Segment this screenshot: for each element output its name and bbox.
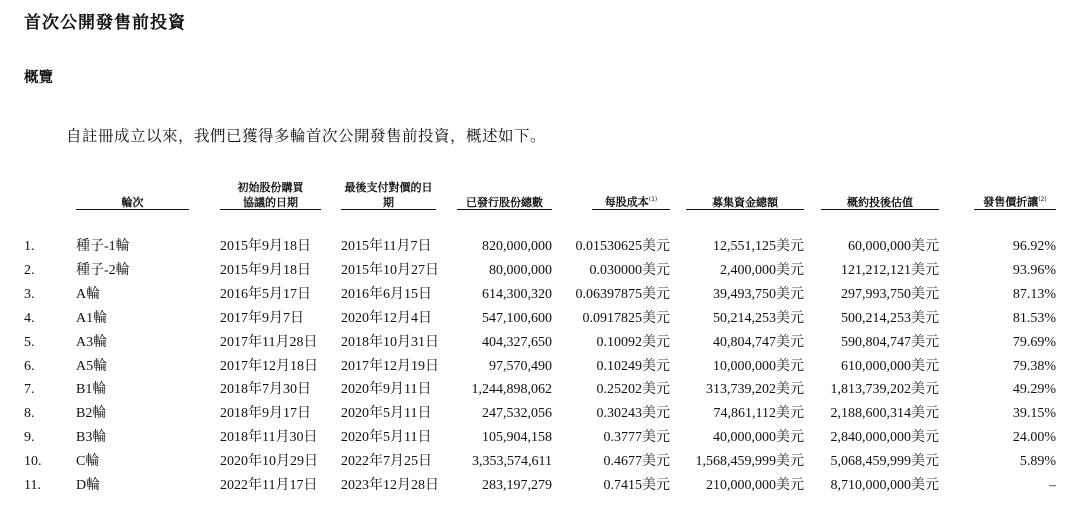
intro-paragraph: 自註冊成立以來，我們已獲得多輪首次公開發售前投資，概述如下。 bbox=[66, 128, 547, 145]
discount-cell: 96.92% bbox=[1012, 239, 1056, 254]
discount-cell: 24.00% bbox=[1012, 430, 1056, 446]
amount-raised-cell: 40,000,000美元 bbox=[713, 430, 804, 446]
row-index: 8. bbox=[24, 406, 35, 422]
row-index: 6. bbox=[24, 358, 35, 374]
table-row bbox=[0, 259, 1080, 282]
cost-per-share-cell: 0.10249美元 bbox=[596, 358, 670, 374]
shares-cell: 3,353,574,611 bbox=[472, 454, 552, 470]
discount-cell: – bbox=[1049, 478, 1056, 493]
amount-raised-cell: 50,214,253美元 bbox=[713, 310, 804, 326]
discount-cell: 93.96% bbox=[1012, 262, 1056, 278]
cost-per-share-cell: 0.030000美元 bbox=[589, 262, 670, 278]
row-index: 11. bbox=[24, 478, 41, 493]
discount-cell: 81.53% bbox=[1012, 310, 1056, 326]
row-index: 4. bbox=[24, 310, 35, 326]
amount-raised-cell: 10,000,000美元 bbox=[713, 358, 804, 374]
discount-cell: 39.15% bbox=[1012, 406, 1056, 422]
header-rule bbox=[76, 209, 189, 210]
table-row bbox=[0, 235, 1080, 258]
row-index: 1. bbox=[24, 239, 35, 254]
amount-raised-cell: 210,000,000美元 bbox=[706, 478, 804, 493]
shares-cell: 547,100,600 bbox=[482, 310, 552, 326]
row-index: 7. bbox=[24, 382, 35, 398]
valuation-cell: 5,068,459,999美元 bbox=[830, 454, 939, 470]
shares-cell: 820,000,000 bbox=[482, 239, 552, 254]
header-cost-per-share: 每股成本$^{(1)}$ bbox=[604, 196, 658, 209]
shares-cell: 404,327,650 bbox=[482, 334, 552, 350]
valuation-cell: 2,840,000,000美元 bbox=[830, 430, 939, 446]
agreement-date-cell: 2015年9月18日 bbox=[220, 262, 311, 278]
cost-per-share-cell: 0.3777美元 bbox=[603, 430, 670, 446]
agreement-date-cell: 2017年11月28日 bbox=[220, 334, 318, 350]
round-cell: C輪 bbox=[76, 454, 100, 470]
valuation-cell: 590,804,747美元 bbox=[841, 334, 939, 350]
shares-cell: 283,197,279 bbox=[482, 478, 552, 493]
table-row bbox=[0, 402, 1080, 425]
round-cell: A5輪 bbox=[76, 358, 108, 374]
valuation-cell: 1,813,739,202美元 bbox=[830, 382, 939, 398]
row-index: 9. bbox=[24, 430, 35, 446]
amount-raised-cell: 2,400,000美元 bbox=[720, 262, 804, 278]
discount-cell: 87.13% bbox=[1012, 286, 1056, 302]
row-index: 3. bbox=[24, 286, 35, 302]
amount-raised-cell: 40,804,747美元 bbox=[713, 334, 804, 350]
round-cell: 種子-2輪 bbox=[76, 262, 130, 278]
round-cell: A3輪 bbox=[76, 334, 108, 350]
header-post-money-valuation: 概約投後估值 bbox=[847, 196, 913, 209]
table-row bbox=[0, 331, 1080, 354]
amount-raised-cell: 313,739,202美元 bbox=[706, 382, 804, 398]
round-cell: A1輪 bbox=[76, 310, 108, 326]
payment-date-cell: 2020年9月11日 bbox=[341, 382, 432, 398]
agreement-date-cell: 2018年11月30日 bbox=[220, 430, 318, 446]
table-row bbox=[0, 450, 1080, 473]
agreement-date-cell: 2015年9月18日 bbox=[220, 239, 311, 254]
agreement-date-cell: 2022年11月17日 bbox=[220, 478, 318, 493]
amount-raised-cell: 39,493,750美元 bbox=[713, 286, 804, 302]
cost-per-share-cell: 0.25202美元 bbox=[596, 382, 670, 398]
round-cell: 種子-1輪 bbox=[76, 239, 130, 254]
round-cell: B2輪 bbox=[76, 406, 107, 422]
header-final-payment-date: 最後支付對價的日期 bbox=[344, 181, 433, 209]
payment-date-cell: 2016年6月15日 bbox=[341, 286, 432, 302]
row-index: 5. bbox=[24, 334, 35, 350]
valuation-cell: 500,214,253美元 bbox=[841, 310, 939, 326]
header-rule bbox=[974, 209, 1056, 210]
discount-cell: 79.38% bbox=[1012, 358, 1056, 374]
valuation-cell: 2,188,600,314美元 bbox=[830, 406, 939, 422]
shares-cell: 97,570,490 bbox=[489, 358, 552, 374]
round-cell: D輪 bbox=[76, 478, 101, 493]
round-cell: B3輪 bbox=[76, 430, 107, 446]
discount-cell: 5.89% bbox=[1019, 454, 1056, 470]
header-rule bbox=[592, 209, 670, 210]
cost-per-share-cell: 0.01530625美元 bbox=[575, 239, 670, 254]
payment-date-cell: 2023年12月28日 bbox=[341, 478, 439, 493]
header-rule bbox=[220, 209, 321, 210]
payment-date-cell: 2020年5月11日 bbox=[341, 430, 432, 446]
row-index: 2. bbox=[24, 262, 35, 278]
payment-date-cell: 2018年10月31日 bbox=[341, 334, 439, 350]
table-row bbox=[0, 355, 1080, 378]
payment-date-cell: 2020年5月11日 bbox=[341, 406, 432, 422]
agreement-date-cell: 2018年9月17日 bbox=[220, 406, 311, 422]
payment-date-cell: 2015年11月7日 bbox=[341, 239, 432, 254]
shares-cell: 247,532,056 bbox=[482, 406, 552, 422]
header-agreement-date: 初始股份購買 協議的日期 bbox=[237, 181, 304, 209]
header-rule bbox=[341, 209, 436, 210]
agreement-date-cell: 2016年5月17日 bbox=[220, 286, 311, 302]
discount-cell: 79.69% bbox=[1012, 334, 1056, 350]
cost-per-share-cell: 0.7415美元 bbox=[603, 478, 670, 493]
amount-raised-cell: 12,551,125美元 bbox=[713, 239, 804, 254]
payment-date-cell: 2022年7月25日 bbox=[341, 454, 432, 470]
agreement-date-cell: 2017年12月18日 bbox=[220, 358, 318, 374]
header-total-shares: 已發行股份總數 bbox=[466, 196, 543, 209]
cost-per-share-cell: 0.30243美元 bbox=[596, 406, 670, 422]
valuation-cell: 121,212,121美元 bbox=[841, 262, 939, 278]
header-round: 輪次 bbox=[121, 196, 144, 209]
shares-cell: 1,244,898,062 bbox=[471, 382, 552, 398]
header-ipo-discount: 發售價折讓$^{(2)}$ bbox=[983, 196, 1047, 209]
table-row bbox=[0, 426, 1080, 449]
payment-date-cell: 2017年12月19日 bbox=[341, 358, 439, 374]
agreement-date-cell: 2020年10月29日 bbox=[220, 454, 318, 470]
valuation-cell: 8,710,000,000美元 bbox=[830, 478, 939, 493]
header-rule bbox=[821, 209, 939, 210]
round-cell: B1輪 bbox=[76, 382, 107, 398]
valuation-cell: 610,000,000美元 bbox=[841, 358, 939, 374]
table-row bbox=[0, 378, 1080, 401]
cost-per-share-cell: 0.06397875美元 bbox=[575, 286, 670, 302]
shares-cell: 105,904,158 bbox=[482, 430, 552, 446]
section-heading: 概覽 bbox=[24, 70, 53, 86]
discount-cell: 49.29% bbox=[1012, 382, 1056, 398]
cost-per-share-cell: 0.4677美元 bbox=[603, 454, 670, 470]
page-title: 首次公開發售前投資 bbox=[24, 13, 186, 33]
valuation-cell: 297,993,750美元 bbox=[841, 286, 939, 302]
round-cell: A輪 bbox=[76, 286, 101, 302]
table-row bbox=[0, 474, 1080, 497]
agreement-date-cell: 2017年9月7日 bbox=[220, 310, 304, 326]
amount-raised-cell: 1,568,459,999美元 bbox=[695, 454, 804, 470]
header-total-raised: 募集資金總額 bbox=[712, 196, 778, 209]
header-rule bbox=[457, 209, 552, 210]
agreement-date-cell: 2018年7月30日 bbox=[220, 382, 311, 398]
cost-per-share-cell: 0.10092美元 bbox=[596, 334, 670, 350]
payment-date-cell: 2015年10月27日 bbox=[341, 262, 439, 278]
table-row bbox=[0, 307, 1080, 330]
cost-per-share-cell: 0.0917825美元 bbox=[582, 310, 670, 326]
table-row bbox=[0, 283, 1080, 306]
shares-cell: 80,000,000 bbox=[489, 262, 552, 278]
amount-raised-cell: 74,861,112美元 bbox=[713, 406, 804, 422]
valuation-cell: 60,000,000美元 bbox=[848, 239, 939, 254]
row-index: 10. bbox=[24, 454, 42, 470]
shares-cell: 614,300,320 bbox=[482, 286, 552, 302]
payment-date-cell: 2020年12月4日 bbox=[341, 310, 432, 326]
header-rule bbox=[686, 209, 804, 210]
